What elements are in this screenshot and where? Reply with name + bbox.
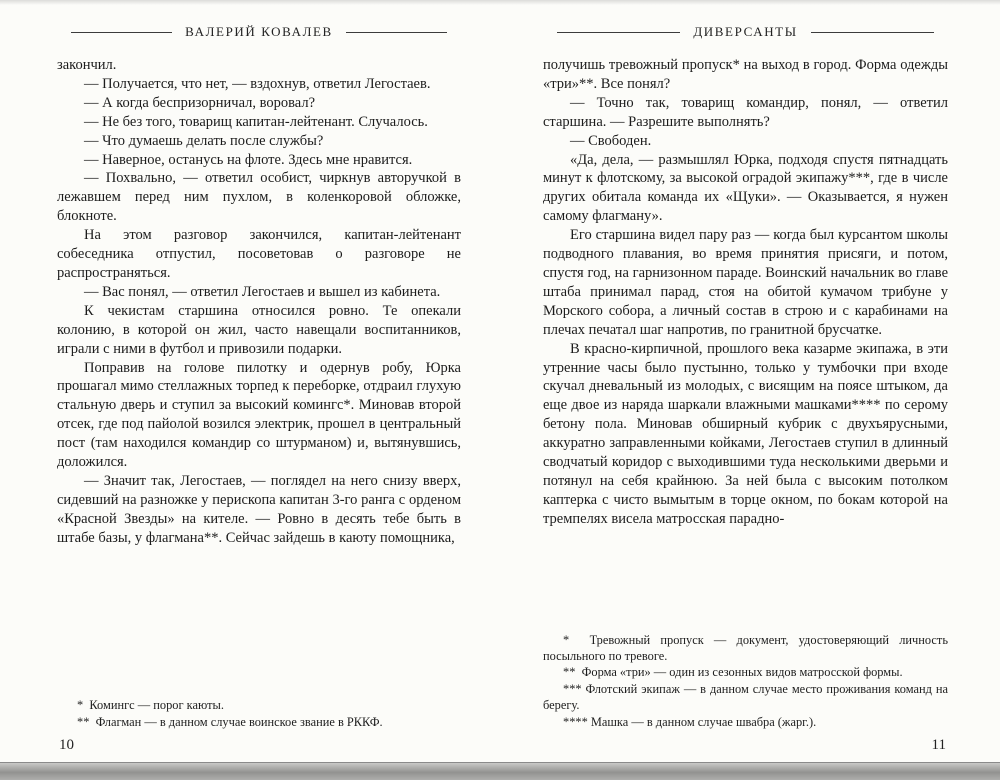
page-number: 11 <box>931 737 946 753</box>
header-rule <box>71 32 172 33</box>
header-rule <box>557 32 680 33</box>
footnote: ** Флагман — в данном случае воинское звание в РККФ. <box>77 714 383 729</box>
footnote: * Комингс — порог каюты. <box>77 698 224 713</box>
paragraph: — Вас понял, — ответил Легостаев и вышел из кабинета. <box>84 283 441 300</box>
page-body <box>57 56 461 548</box>
scan-edge-bottom <box>0 762 1000 780</box>
paragraph: «Да, дела, — размышлял Юрка, подходя спустя пятнадцать минут к флотскому, за высокой оградой экипажу***, где в числе других обитала команда их «Щуки». — Оказывается, я нужен самому флагману». <box>543 151 948 225</box>
footnotes-block <box>543 632 948 730</box>
paragraph: — Значит так, Легостаев, — поглядел на него снизу вверх, сидевший на разножке у перископа капитан 3-го ранга с орденом «Красной Звезды» на кителе. — Ровно в десять тебе быть в штабе базы, у флагмана**. Сейчас зайдешь в каюту помощника, <box>57 472 461 546</box>
running-head-left <box>57 24 461 40</box>
paragraph: — Похвально, — ответил особист, чиркнув авторучкой в лежавшем перед ним пухлом, в коленкоровой обложке, блокноте. <box>57 170 461 225</box>
paragraph: Поправив на голове пилотку и одернув робу, Юрка прошагал мимо стеллажных торпед к переборке, отдраил глухую стальную дверь и ступил за высокий комингс*. Миновав второй отсек, где под пайолой возился электрик, прошел в центральный пост (там находился командир со штурманом) и, вытянувшись, доложился. <box>57 359 461 471</box>
paragraph: Его старшина видел пару раз — когда был курсантом школы подводного плавания, во время принятия присяги, и потом, спустя год, на гарнизонном параде. Воинский начальник во главе штаба принимал парад, стоя на обитой кумачом трибуне у Морского собора, а личный состав в строю и с карабинами на плечах печатал шаг напротив, по гранитной брусчатке. <box>543 227 948 338</box>
paragraph: — Наверное, останусь на флоте. Здесь мне нравится. <box>84 151 413 168</box>
page-number: 10 <box>59 737 74 753</box>
paragraph: — Точно так, товарищ командир, понял, — ответил старшина. — Разрешите выполнять? <box>543 94 948 130</box>
page-right <box>543 18 948 754</box>
page-body <box>543 56 948 529</box>
paragraph: На этом разговор закончился, капитан-лейтенант собеседника отпустил, посоветовав о разговоре не распространяться. <box>57 227 461 281</box>
paragraph: получишь тревожный пропуск* на выход в город. Форма одежды «три»**. Все понял? <box>543 57 948 92</box>
paragraph: — Получается, что нет, — вздохнув, ответил Легостаев. <box>84 75 431 92</box>
paragraph: В красно-кирпичной, прошлого века казарме экипажа, в эти утренние часы было пустынно, только у тумбочки при входе скучал дневальный из молодых, с висящим на поясе штыком, да еще двое из наряда шаркали влажными машками**** по серому бетону пола. Миновав обширный кубрик с двухъярусными, аккуратно заправленными койками, Легостаев ступил в длинный сводчатый коридор с выходившими туда несколькими дверьми и потянул на себя крайнюю. За ней была с высоким потолком каптерка с чисто вымытым в торце окном, по бокам которой на тремпелях висела матросская парадно- <box>543 340 948 527</box>
footnote: * Тревожный пропуск — документ, удостоверяющий личность посыльного по тревоге. <box>543 632 948 663</box>
running-head-title: ДИВЕРСАНТЫ <box>693 24 798 39</box>
running-head-title: ВАЛЕРИЙ КОВАЛЕВ <box>185 24 333 39</box>
header-rule <box>346 32 447 33</box>
footnotes-block <box>57 697 461 730</box>
header-rule <box>811 32 934 33</box>
paragraph: К чекистам старшина относился ровно. Те опекали колонию, в которой он жил, часто навещали воспитанников, играли с ними в футбол и привозили подарки. <box>57 302 461 357</box>
paragraph: — Свободен. <box>570 132 652 149</box>
running-head-right <box>543 24 948 40</box>
page-left <box>57 18 461 754</box>
scan-edge-top <box>0 0 1000 5</box>
paragraph: закончил. <box>57 57 117 73</box>
footnote: **** Машка — в данном случае швабра (жарг.). <box>563 714 817 729</box>
paragraph: — Что думаешь делать после службы? <box>84 132 324 149</box>
footnote: *** Флотский экипаж — в данном случае место проживания команд на берегу. <box>543 681 948 713</box>
paragraph: — А когда беспризорничал, воровал? <box>84 94 316 111</box>
footnote: ** Форма «три» — один из сезонных видов матросской формы. <box>563 665 903 680</box>
paragraph: — Не без того, товарищ капитан-лейтенант. Случалось. <box>84 113 428 130</box>
